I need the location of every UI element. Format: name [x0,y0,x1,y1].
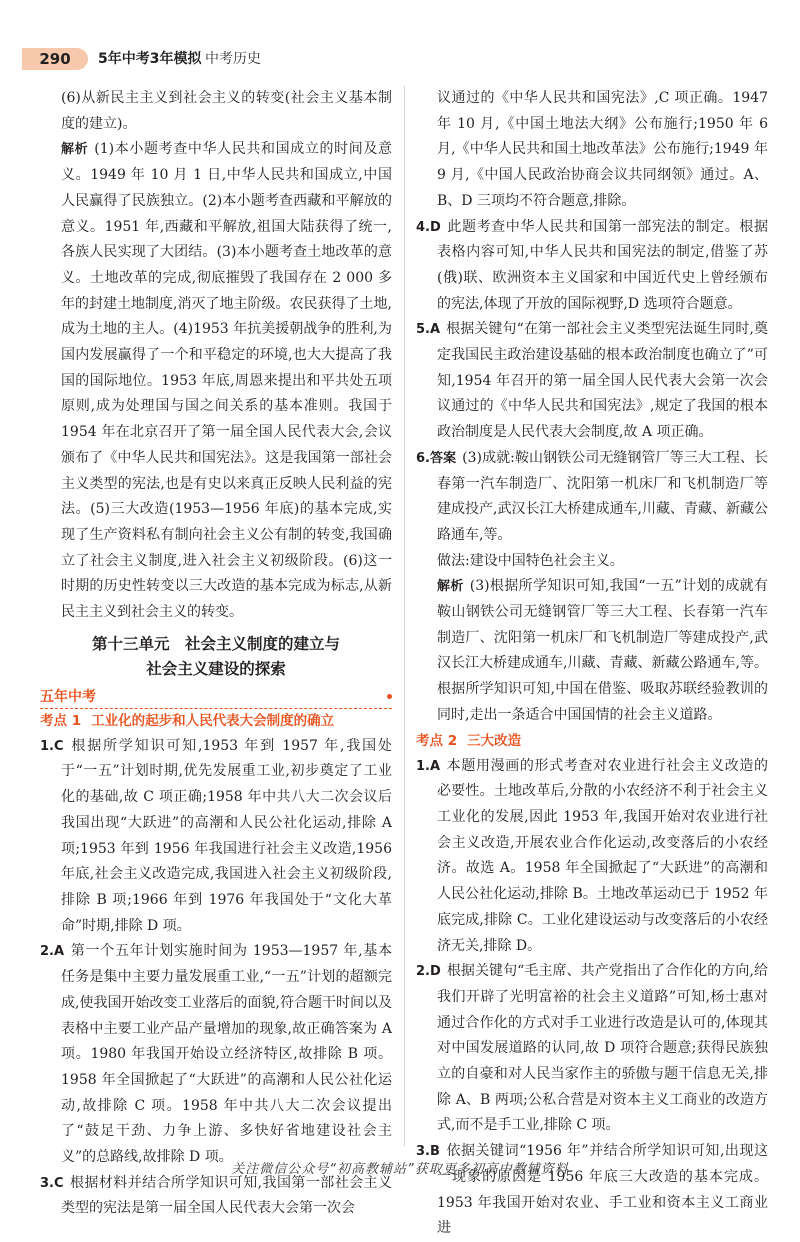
answer-1 [40,734,392,940]
answer-4 [416,215,768,318]
point-2-title: 三大改造 [467,732,522,749]
column-divider [404,86,405,1146]
answer-3-tag: 3.C [40,1175,64,1191]
answer-4-tag: 4.D [416,219,441,235]
answer-4-text: 此题考查中华人民共和国第一部宪法的制定。根据表格内容可知,中华人民共和国宪法的制定,借鉴了苏(俄)联、欧洲资本主义国家和中国近代史上曾经颁布的宪法,体现了开放的国际视野,D 选项符合题意。 [437,218,768,312]
answer-2-text: 第一个五年计划实施时间为 1953—1957 年,基本任务是集中主要力量发展重工业,“一五”计划的超额完成,使我国开始改变工业落后的面貌,符合题干时间以及表格中主要工业产品产量增加的现象,故正确答案为 A 项。1980 年我国开始设立经济特区,故排除 B 项。1958 年全国掀起了“大跃进”的高潮和人民公社化运动,故排除 C 项。1958 年中共八大二次会议提出了“鼓足干劲、力争上游、多快好省地建设社会主义”的总路线,故排除 D 项。 [61,943,392,1166]
point-1-title: 工业化的起步和人民代表大会制度的确立 [91,712,335,729]
answer-6-analysis [416,574,768,728]
point-2-answer-1-text: 本题用漫画的形式考查对农业进行社会主义改造的必要性。土地改革后,分散的小农经济不利于社会主义工业化的发展,因此 1953 年,我国开始对农业进行社会主义改造,开展农业合作化运动,改变落后的小农经济。故选 A。1958 年全国掀起了“大跃进”的高潮和人民公社化运动,排除 B。土地改革运动已于 1952 年底完成,排除 C。工业化建设运动与改变落后的小农经济无关,排除 D。 [437,757,768,954]
answer-6-tag: 6.答案 [416,450,457,466]
answer-1-text: 根据所学知识可知,1953 年到 1957 年,我国处于“一五”计划时期,优先发展重工业,初步奠定了工业化的基础,故 C 项正确;1958 年中共八大二次会议后我国出现“大跃进”的高潮和人民公社化运动,排除 A 项;1953 年到 1956 年我国进行社会主义改造,1956 年底,社会主义改造完成,我国进入社会主义初级阶段,排除 B 项;1966 年到 1976 年我国处于“文化大革命”时期,排除 D 项。 [61,737,392,934]
point-2-answer-2-text: 根据关键句“毛主席、共产党指出了合作化的方向,给我们开辟了光明富裕的社会主义道路”可知,杨士惠对通过合作化的方式对手工业进行改造是认可的,体现其对中国发展道路的认同,故 D 项符合题意;获得民族独立的自豪和对人民当家作主的骄傲与题干信息无关,排除 A、B 两项;公私合营是对资本主义工商业的改造方式,而不是手工业,排除 C 项。 [437,963,768,1134]
section-label: 五年中考 [40,688,96,705]
unit-title [40,632,392,682]
section-heading [40,686,392,709]
question-6-text: (6)从新民主主义到社会主义的转变(社会主义基本制度的建立)。 [61,90,392,132]
point-2-answer-3-text: 依据关键词“1956 年”并结合所学知识可知,出现这一现象的原因是 1956 年底三大改造的基本完成。1953 年我国开始对农业、手工业和资本主义工商业进 [437,1143,768,1237]
analysis-label: 解析 [61,142,89,158]
book-series-title: 5年中考3年模拟 [98,51,202,67]
answer-2-tag: 2.A [40,944,65,960]
answer-3 [40,1171,392,1222]
answer-5-text: 根据关键句“在第一部社会主义类型宪法诞生同时,奠定我国民主政治建设基础的根本政治制度也确立了”可知,1954 年召开的第一届全国人民代表大会第一次会议通过的《中华人民共和国宪法》,规定了我国的根本政治制度是人民代表大会制度,故 A 项正确。 [437,321,768,441]
point-2-answer-3-tag: 3.B [416,1144,440,1160]
point-1-label: 考点 1 [40,712,82,729]
point-2-label: 考点 2 [416,732,458,749]
answer-2 [40,939,392,1170]
book-subject: 中考历史 [205,51,261,67]
unit-title-line-1: 第十三单元 社会主义制度的建立与 [91,634,340,653]
dot-icon [387,694,392,699]
point-1-heading [40,709,392,734]
page-header [0,40,800,76]
point-2-answer-1 [416,754,768,960]
answer-6-method: 做法:建设中国特色社会主义。 [437,552,624,569]
right-column [416,86,768,1242]
answer-5-tag: 5.A [416,322,441,338]
answer-6-analysis-text: (3)根据所学知识可知,我国“一五”计划的成就有鞍山钢铁公司无缝钢管厂等三大工程、长春第一汽车制造厂、沈阳第一机床厂和飞机制造厂等建成投产,武汉长江大桥建成通车,川藏、青藏、新藏公路通车,等。根据所学知识可知,中国在借鉴、吸取苏联经验教训的同时,走出一条适合中国国情的社会主义道路。 [437,578,768,723]
point-2-answer-2 [416,959,768,1139]
answer-6-text: (3)成就:鞍山钢铁公司无缝钢管厂等三大工程、长春第一汽车制造厂、沈阳第一机床厂和飞机制造厂等建成投产,武汉长江大桥建成通车,川藏、青藏、新藏公路通车,等。 [437,449,769,543]
page-number: 290 [22,48,88,70]
answer-6 [416,446,768,549]
answer-3-text: 根据材料并结合所学知识可知,我国第一部社会主义类型的宪法是第一届全国人民代表大会第一次会 [61,1174,392,1217]
point-2-answer-1-tag: 1.A [416,758,441,774]
analysis-text: (1)本小题考查中华人民共和国成立的时间及意义。1949 年 10 月 1 日,中华人民共和国成立,中国人民赢得了民族独立。(2)本小题考查西藏和平解放的意义。1951 年,西藏和平解放,祖国大陆获得了统一,各族人民实现了大团结。(3)本小题考查土地改革的意义。土地改革的完成,彻底摧毁了我国存在 2 000 多年的封建土地制度,消灭了地主阶级。农民获得了土地,成为土地的主人。(4)1953 年抗美援朝战争的胜利,为国内发展赢得了一个和平稳定的环境,也大大提高了我国的国际地位。1953 年底,周恩来提出和平共处五项原则,成为处理国与国之间关系的基本准则。我国于 1954 年在北京召开了第一届全国人民代表大会,会议颁布了《中华人民共和国宪法》。这是我国第一部社会主义类型的宪法,也是有史以来真正反映人民利益的宪法。(5)三大改造(1953—1956 年底)的基本完成,实现了生产资料私有制向社会主义公有制的转变,我国确立了社会主义制度,进入社会主义初级阶段。(6)这一时期的历史性转变以三大改造的基本完成为标志,从新民主主义到社会主义的转变。 [61,141,392,621]
answer-3-continued: 议通过的《中华人民共和国宪法》,C 项正确。1947 年 10 月,《中国土地法大纲》公布施行;1950 年 6 月,《中华人民共和国土地改革法》公布施行;1949 年 9 月,《中国人民政治协商会议共同纲领》通过。A、B、D 三项均不符合题意,排除。 [437,90,768,209]
left-column [40,86,392,1222]
unit-title-line-2: 社会主义建设的探索 [146,659,286,678]
analysis-paragraph [40,137,392,625]
answer-1-tag: 1.C [40,738,64,754]
answer-6-analysis-label: 解析 [437,579,464,595]
answer-5 [416,317,768,446]
point-2-answer-2-tag: 2.D [416,964,441,980]
point-2-answer-3 [416,1139,768,1242]
point-2-heading [416,729,768,754]
footer-watermark-text: 关注微信公众号“初高教辅站”获取更多初高中教辅资料 [231,1162,569,1177]
